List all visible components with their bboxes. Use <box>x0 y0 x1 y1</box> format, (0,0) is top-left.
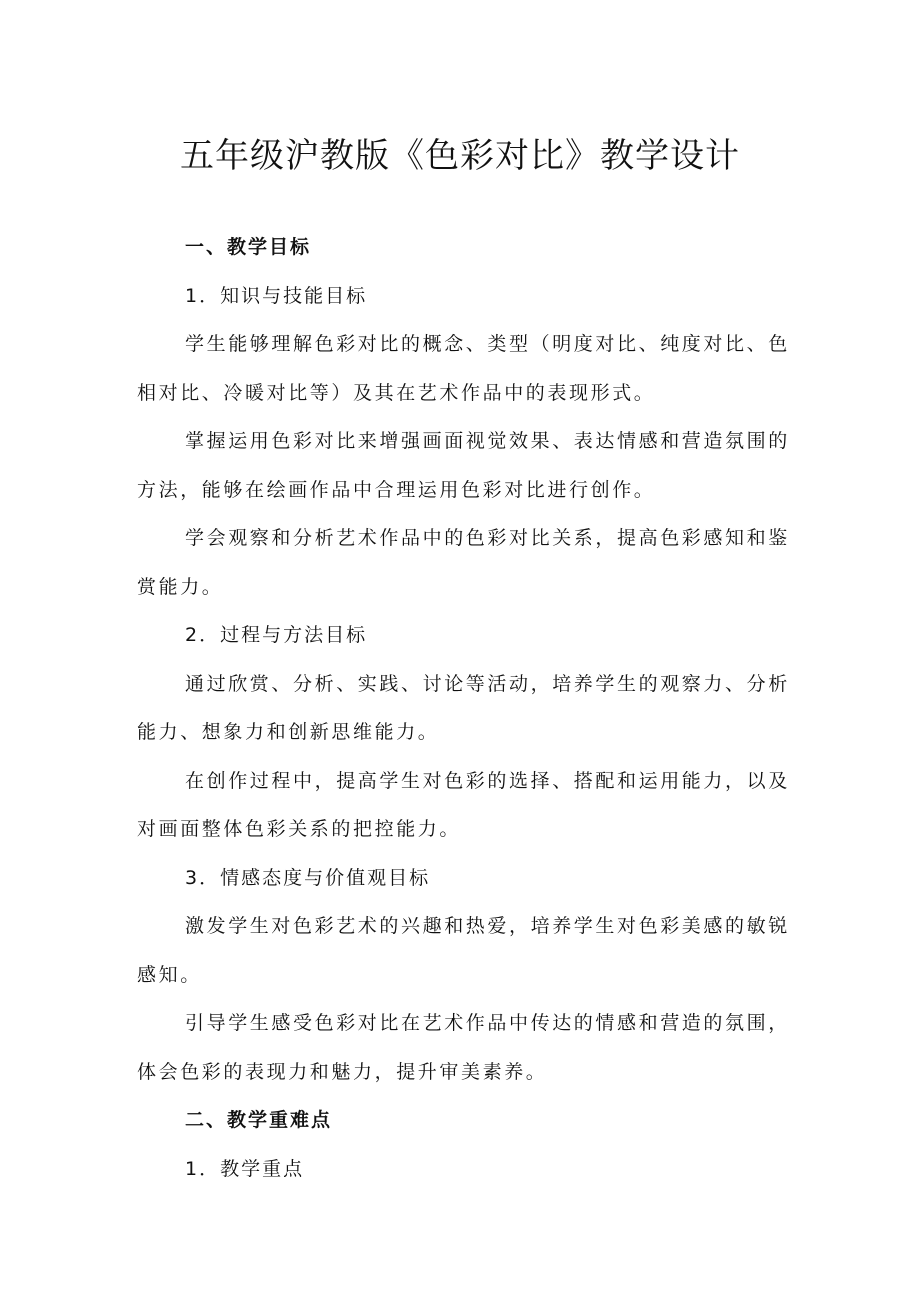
paragraph-line: 方法，能够在绘画作品中合理运用色彩对比进行创作。 <box>137 478 656 501</box>
paragraph-line: 在创作过程中，提高学生对色彩的选择、搭配和运用能力，以及 <box>185 769 790 792</box>
paragraph-line: 掌握运用色彩对比来增强画面视觉效果、表达情感和营造氛围的 <box>185 430 790 452</box>
section-heading-key-difficulties: 二、教学重难点 <box>185 1109 333 1131</box>
paragraph-line: 激发学生对色彩艺术的兴趣和热爱，培养学生对色彩美感的敏锐 <box>185 915 790 937</box>
document-body <box>137 223 797 1193</box>
paragraph-line: 学会观察和分析艺术作品中的色彩对比关系，提高色彩感知和鉴 <box>185 527 790 549</box>
paragraph-line: 对画面整体色彩关系的把控能力。 <box>137 818 462 840</box>
paragraph-line: 学生能够理解色彩对比的概念、类型（明度对比、纯度对比、色 <box>185 333 790 355</box>
paragraph-line: 能力、想象力和创新思维能力。 <box>137 721 440 743</box>
paragraph-line: 引导学生感受色彩对比在艺术作品中传达的情感和营造的氛围， <box>185 1012 790 1034</box>
paragraph-line: 感知。 <box>137 963 202 986</box>
paragraph-line: 相对比、冷暖对比等）及其在艺术作品中的表现形式。 <box>137 381 656 404</box>
paragraph-line: 赏能力。 <box>137 575 224 598</box>
section-heading-teaching-goals: 一、教学目标 <box>185 236 312 258</box>
subheading-teaching-focus: 1．教学重点 <box>185 1157 305 1180</box>
subheading-process-methods: 2．过程与方法目标 <box>185 624 368 646</box>
subheading-knowledge-skills: 1．知识与技能目标 <box>185 284 368 307</box>
paragraph-line: 通过欣赏、分析、实践、讨论等活动，培养学生的观察力、分析 <box>185 672 790 695</box>
paragraph-line: 体会色彩的表现力和魅力，提升审美素养。 <box>137 1060 548 1083</box>
subheading-emotion-values: 3．情感态度与价值观目标 <box>185 866 431 889</box>
document-title: 五年级沪教版《色彩对比》教学设计 <box>180 136 740 176</box>
